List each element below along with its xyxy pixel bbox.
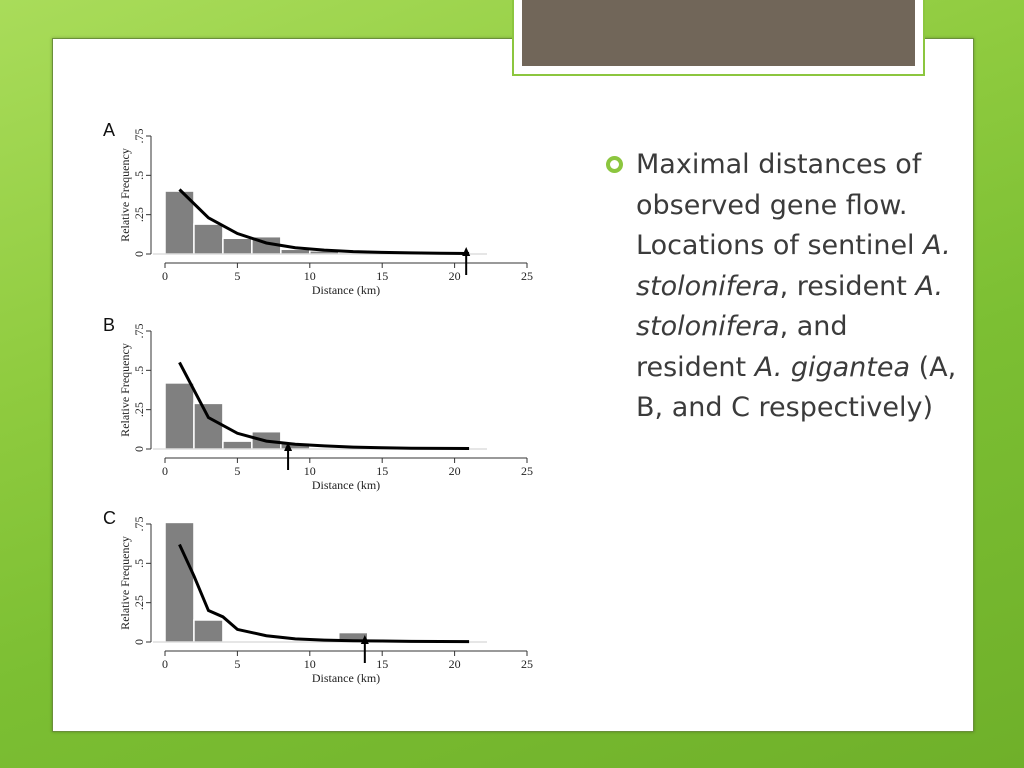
species-name: A. stolonifera (636, 230, 951, 302)
y-tick-label: .75 (132, 323, 146, 339)
y-tick-label: 0 (132, 446, 146, 452)
histogram-bar (194, 620, 223, 642)
y-tick-label: .25 (132, 595, 146, 611)
bullet-list (606, 145, 966, 429)
bullet-text-run: , and resident (636, 311, 848, 383)
title-box (522, 0, 915, 66)
bullet-circle-icon (606, 156, 623, 173)
panel-letter: C (103, 508, 116, 528)
bullet-text-run: Maximal distances of observed gene flow. Locations of sentinel (636, 149, 924, 261)
histogram-bar (165, 522, 194, 642)
species-name: A. stolonifera (636, 270, 944, 342)
y-tick-label: .75 (132, 128, 146, 144)
title-tab (512, 0, 925, 76)
distance-arrow-head (462, 247, 470, 256)
histogram-bar (165, 383, 194, 449)
x-tick-label: 0 (162, 464, 168, 478)
y-tick-label: 0 (132, 639, 146, 645)
histogram-bar (223, 441, 252, 449)
x-tick-label: 20 (448, 657, 461, 671)
x-tick-label: 0 (162, 657, 168, 671)
x-tick-label: 15 (376, 269, 389, 283)
x-tick-label: 15 (376, 464, 389, 478)
x-tick-label: 25 (521, 657, 533, 671)
x-tick-label: 25 (521, 464, 533, 478)
y-axis-label: Relative Frequency (118, 343, 132, 437)
y-tick-label: .25 (132, 402, 146, 418)
y-axis-label: Relative Frequency (118, 148, 132, 242)
histogram-bar (194, 224, 223, 254)
x-axis-label: Distance (km) (311, 478, 381, 492)
x-tick-label: 5 (234, 269, 241, 283)
bullet-text-run: , resident (779, 270, 916, 302)
chart-panel-c (103, 508, 533, 685)
x-tick-label: 20 (448, 464, 461, 478)
x-tick-label: 25 (521, 269, 533, 283)
x-tick-label: 10 (303, 657, 316, 671)
y-tick-label: .5 (132, 365, 146, 375)
y-tick-label: 0 (132, 251, 146, 257)
y-tick-label: .25 (132, 207, 146, 223)
y-tick-label: .5 (132, 170, 146, 180)
histogram-bar (223, 238, 252, 254)
x-tick-label: 5 (234, 657, 241, 671)
panel-letter: A (103, 120, 116, 140)
x-tick-label: 10 (303, 269, 316, 283)
y-tick-label: .5 (132, 558, 146, 568)
histogram-bar (194, 403, 223, 449)
chart-panel-a (103, 120, 533, 297)
chart-panel-b (103, 315, 533, 492)
x-tick-label: 5 (234, 464, 241, 478)
bullet-text (636, 145, 966, 429)
y-axis-label: Relative Frequency (118, 536, 132, 630)
x-axis-label: Distance (km) (311, 283, 381, 297)
species-name: A. gigantea (754, 351, 911, 383)
histogram-panels (100, 110, 550, 690)
panel-letter: B (103, 315, 116, 335)
x-tick-label: 10 (303, 464, 316, 478)
x-tick-label: 20 (448, 269, 461, 283)
bullet-text-run: (A, B, and C respectively) (636, 351, 957, 423)
x-tick-label: 0 (162, 269, 168, 283)
y-tick-label: .75 (132, 516, 146, 532)
x-axis-label: Distance (km) (311, 671, 381, 685)
x-tick-label: 15 (376, 657, 389, 671)
